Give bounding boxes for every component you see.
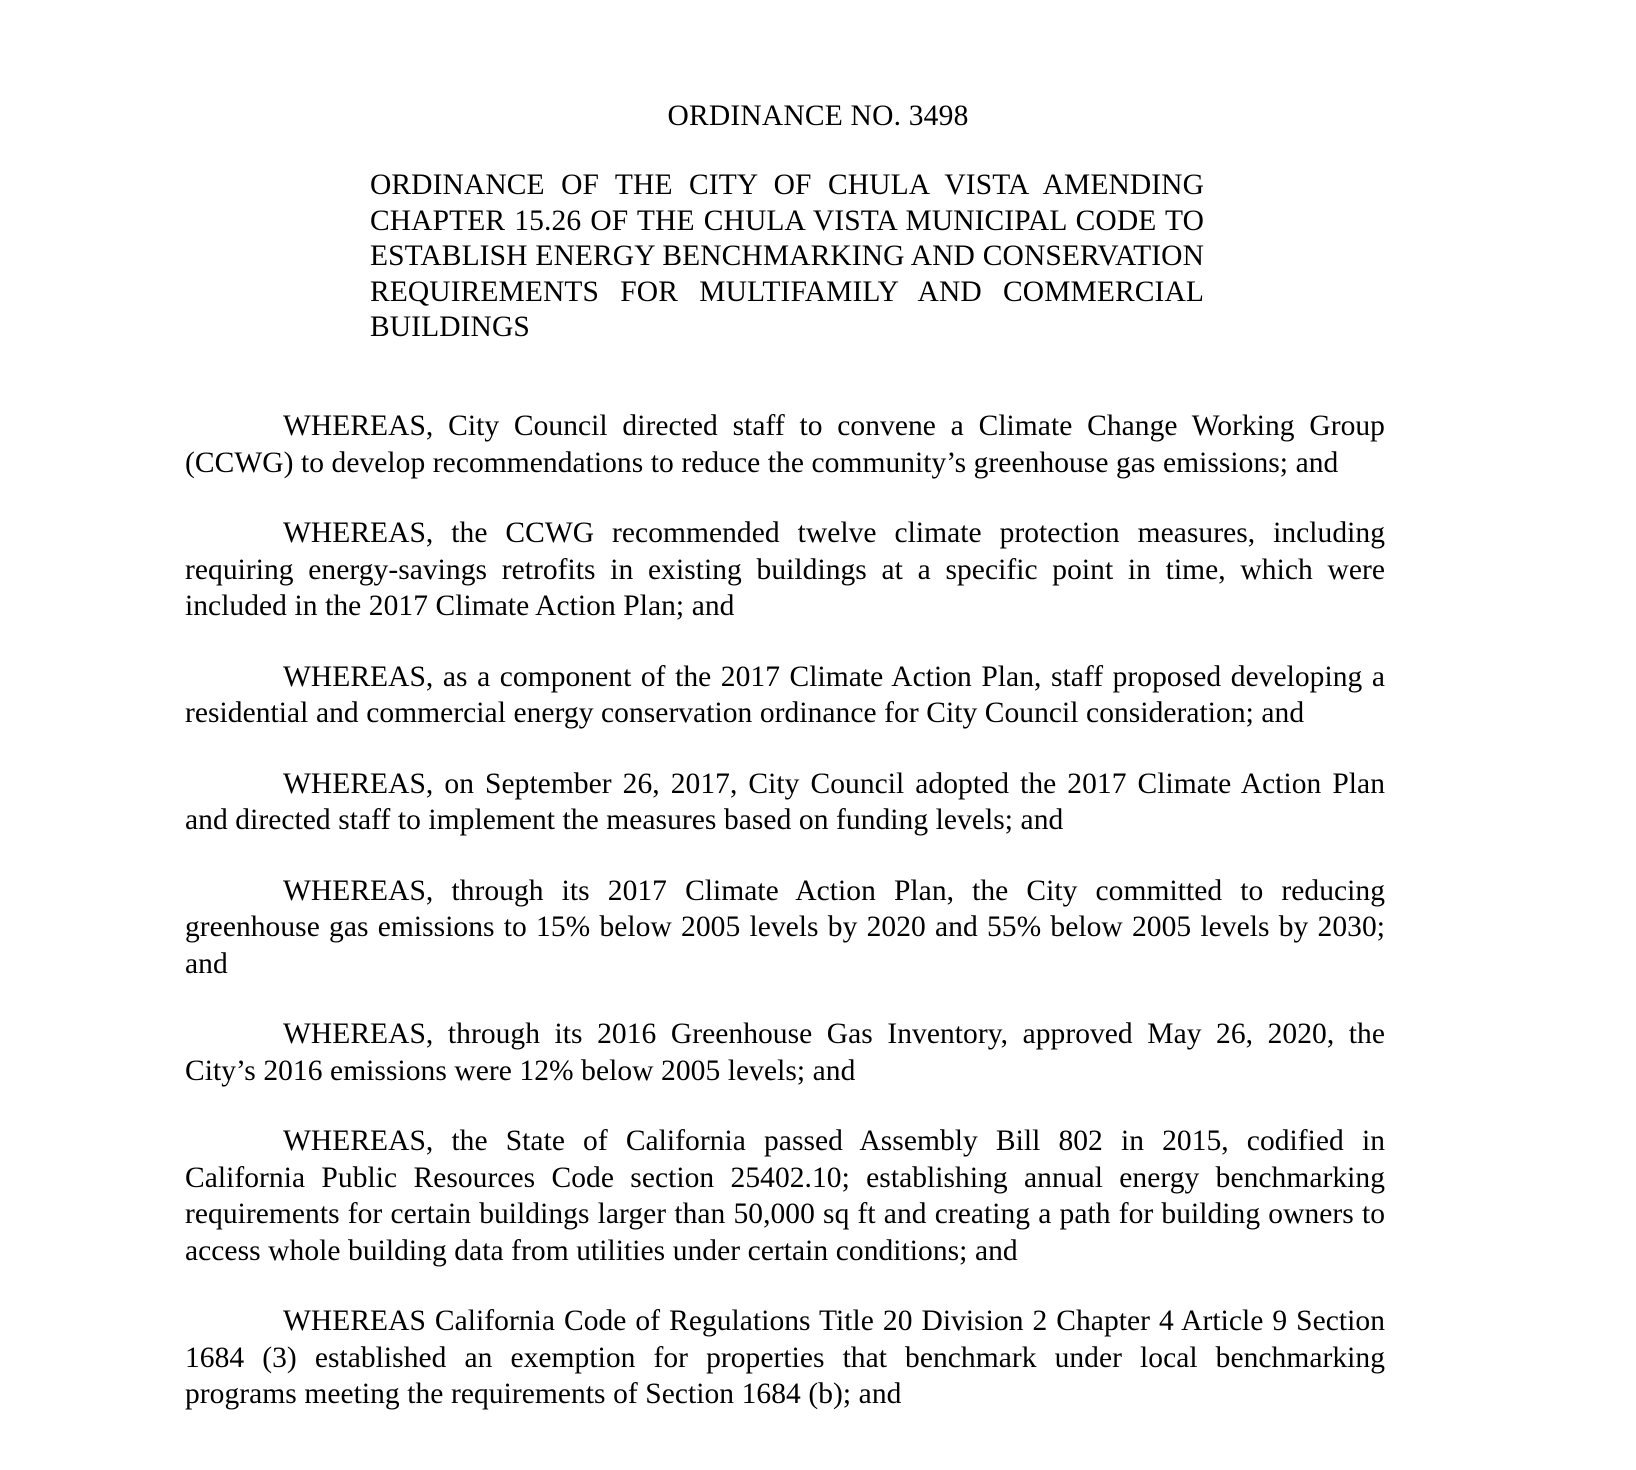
whereas-clause: WHEREAS, through its 2016 Greenhouse Gas Inventory, approved May 26, 2020, the City’s 2016 emissions were 12% below 2005 levels; and — [185, 1018, 1385, 1087]
page-title: ORDINANCE OF THE CITY OF CHULA VISTA AMENDING CHAPTER 15.26 OF THE CHULA VISTA MUNICIPAL CODE TO ESTABLISH ENERGY BENCHMARKING AND CONSERVATION REQUIREMENTS FOR MULTIFAMILY AND COMMERCIAL BUILDINGS — [370, 169, 1204, 343]
whereas-clause: WHEREAS, on September 26, 2017, City Council adopted the 2017 Climate Action Plan and directed staff to implement the measures based on funding levels; and — [185, 767, 1385, 836]
ordinance-number-heading: ORDINANCE NO. 3498 — [667, 100, 969, 132]
whereas-clause: WHEREAS, through its 2017 Climate Action Plan, the City committed to reducing greenhouse gas emissions to 15% below 2005 levels by 2020 and 55% below 2005 levels by 2030; and — [185, 874, 1385, 980]
whereas-clause-list — [185, 408, 1385, 1413]
whereas-clause: WHEREAS, the State of California passed Assembly Bill 802 in 2015, codified in California Public Resources Code section 25402.10; establishing annual energy benchmarking requirements for certain buildings larger than 50,000 sq ft and creating a path for building owners to access whole building data from utilities under certain conditions; and — [185, 1125, 1385, 1267]
whereas-clause: WHEREAS, City Council directed staff to convene a Climate Change Working Group (CCWG) to develop recommendations to reduce the community’s greenhouse gas emissions; and — [185, 410, 1385, 479]
whereas-clause: WHEREAS, as a component of the 2017 Climate Action Plan, staff proposed developing a residential and commercial energy conservation ordinance for City Council consideration; and — [185, 660, 1385, 729]
whereas-clause: WHEREAS California Code of Regulations Title 20 Division 2 Chapter 4 Article 9 Section 1684 (3) established an exemption for properties that benchmark under local benchmarking programs meeting the requirements of Section 1684 (b); and — [185, 1305, 1385, 1410]
whereas-clause: WHEREAS, the CCWG recommended twelve climate protection measures, including requiring energy-savings retrofits in existing buildings at a specific point in time, which were included in the 2017 Climate Action Plan; and — [185, 517, 1385, 622]
